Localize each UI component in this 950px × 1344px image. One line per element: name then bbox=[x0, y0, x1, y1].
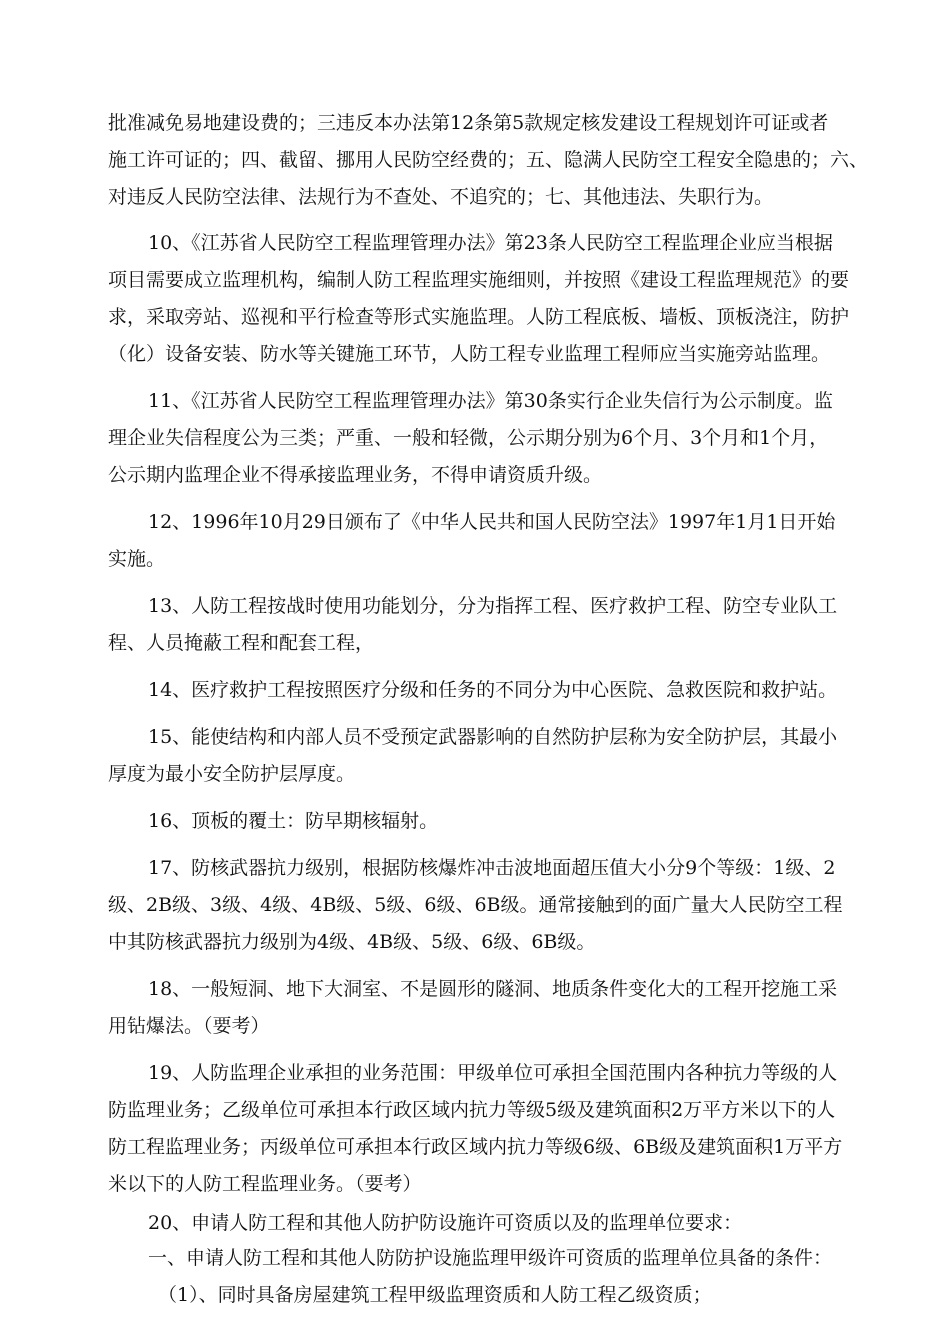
text-line: （1）、同时具备房屋建筑工程甲级监理资质和人防工程乙级资质； bbox=[158, 1284, 712, 1306]
text-line: 对违反人民防空法律、法规行为不查处、不追究的；七、其他违法、失职行为。 bbox=[108, 186, 774, 208]
text-line: 16、顶板的覆土：防早期核辐射。 bbox=[148, 810, 439, 832]
text-line: 中其防核武器抗力级别为4级、4B级、5级、6级、6B级。 bbox=[108, 931, 596, 953]
text-line: 10、《江苏省人民防空工程监理管理办法》第23条人民防空工程监理企业应当根据 bbox=[148, 232, 833, 254]
text-line: 19、人防监理企业承担的业务范围：甲级单位可承担全国范围内各种抗力等级的人 bbox=[148, 1062, 838, 1084]
text-line: 求，采取旁站、巡视和平行检查等形式实施监理。人防工程底板、墙板、顶板浇注，防护 bbox=[108, 306, 850, 328]
text-line: 12、1996年10月29日颁布了《中华人民共和国人民防空法》1997年1月1日开始 bbox=[148, 511, 836, 533]
text-line: 防监理业务；乙级单位可承担本行政区域内抗力等级5级及建筑面积2万平方米以下的人 bbox=[108, 1099, 836, 1121]
text-line: 施工许可证的；四、截留、挪用人民防空经费的；五、隐满人民防空工程安全隐患的；六、 bbox=[108, 149, 869, 171]
text-line: 米以下的人防工程监理业务。（要考） bbox=[108, 1173, 422, 1195]
text-line: 实施。 bbox=[108, 548, 166, 570]
text-line: （化）设备安装、防水等关键施工环节，人防工程专业监理工程师应当实施旁站监理。 bbox=[108, 343, 831, 365]
text-line: 15、能使结构和内部人员不受预定武器影响的自然防护层称为安全防护层，其最小 bbox=[148, 726, 838, 748]
text-line: 13、人防工程按战时使用功能划分，分为指挥工程、医疗救护工程、防空专业队工 bbox=[148, 595, 838, 617]
text-line: 项目需要成立监理机构，编制人防工程监理实施细则，并按照《建设工程监理规范》的要 bbox=[108, 269, 850, 291]
text-line: 批准减免易地建设费的；三违反本办法第12条第5款规定核发建设工程规划许可证或者 bbox=[108, 112, 829, 134]
text-line: 用钻爆法。（要考） bbox=[108, 1015, 270, 1037]
text-line: 级、2B级、3级、4级、4B级、5级、6级、6B级。通常接触到的面广量大人民防空工程 bbox=[108, 894, 843, 916]
text-line: 防工程监理业务；丙级单位可承担本行政区域内抗力等级6级、6B级及建筑面积1万平方 bbox=[108, 1136, 843, 1158]
text-line: 理企业失信程度公为三类；严重、一般和轻微，公示期分别为6个月、3个月和1个月， bbox=[108, 427, 829, 449]
text-line: 公示期内监理企业不得承接监理业务，不得申请资质升级。 bbox=[108, 464, 603, 486]
text-line: 程、人员掩蔽工程和配套工程， bbox=[108, 632, 375, 654]
text-line: 一、申请人防工程和其他人防防护设施监理甲级许可资质的监理单位具备的条件： bbox=[148, 1247, 833, 1269]
text-line: 14、医疗救护工程按照医疗分级和任务的不同分为中心医院、急救医院和救护站。 bbox=[148, 679, 838, 701]
text-line: 18、一般短洞、地下大洞室、不是圆形的隧洞、地质条件变化大的工程开挖施工采 bbox=[148, 978, 838, 1000]
text-line: 11、《江苏省人民防空工程监理管理办法》第30条实行企业失信行为公示制度。监 bbox=[148, 390, 833, 412]
text-line: 厚度为最小安全防护层厚度。 bbox=[108, 763, 356, 785]
text-line: 20、申请人防工程和其他人防护防设施许可资质以及的监理单位要求： bbox=[148, 1212, 743, 1234]
text-line: 17、防核武器抗力级别，根据防核爆炸冲击波地面超压值大小分9个等级：1级、2 bbox=[148, 857, 836, 879]
